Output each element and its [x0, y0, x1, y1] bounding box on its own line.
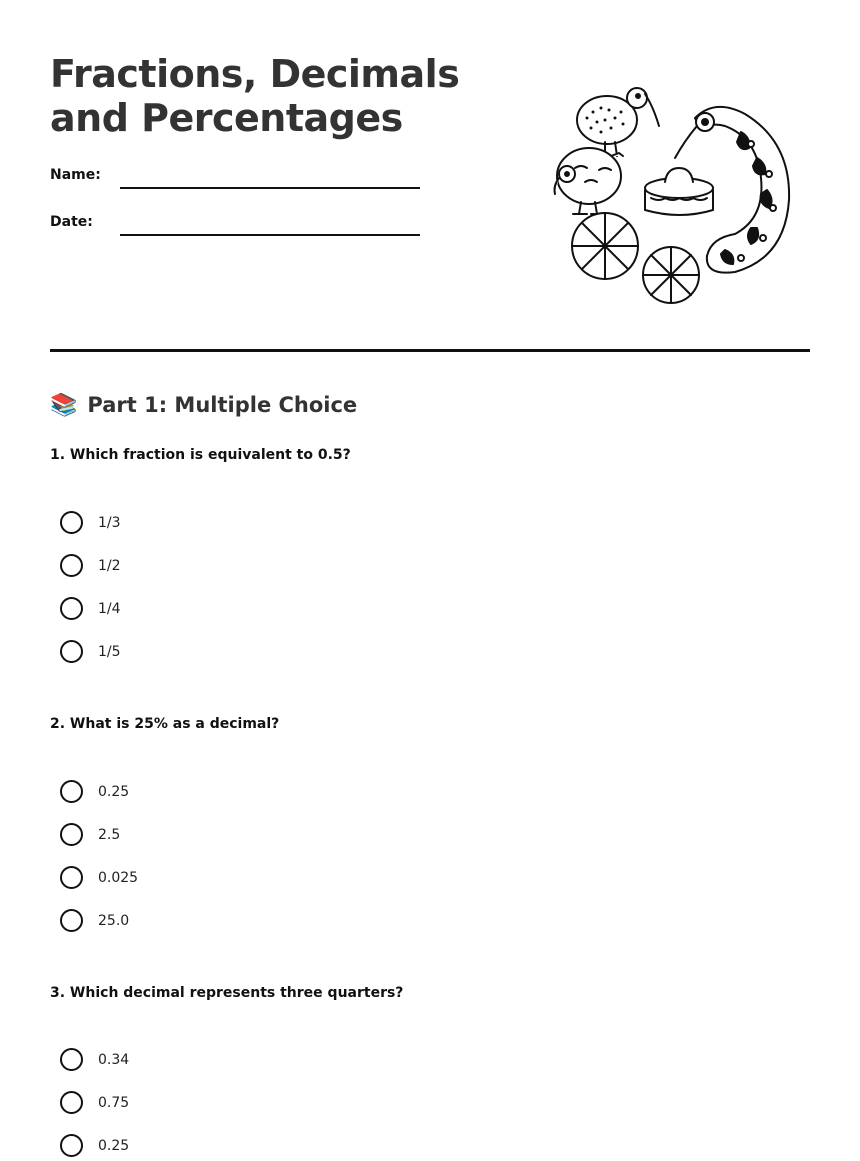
fraction-circle-eighths	[572, 213, 638, 279]
date-label: Date:	[50, 214, 93, 230]
option-label: 0.75	[98, 1094, 130, 1111]
option-label: 0.34	[98, 1051, 130, 1068]
radio-button[interactable]	[60, 511, 83, 534]
option-label: 0.025	[98, 869, 139, 886]
answer-option[interactable]	[60, 770, 360, 813]
question-text: 2. What is 25% as a decimal?	[50, 716, 280, 732]
answer-option[interactable]	[60, 587, 360, 630]
date-field[interactable]	[50, 214, 430, 244]
radio-button[interactable]	[60, 597, 83, 620]
question-2-options	[60, 770, 360, 942]
kiwi-bird-bottom	[555, 148, 622, 214]
fraction-circle-eighths-small	[643, 247, 699, 303]
option-label: 0.25	[98, 1137, 130, 1154]
radio-button[interactable]	[60, 640, 83, 663]
answer-option[interactable]	[60, 501, 360, 544]
answer-option[interactable]	[60, 899, 360, 942]
radio-button[interactable]	[60, 1134, 83, 1157]
answer-option[interactable]	[60, 856, 360, 899]
answer-option[interactable]	[60, 1081, 360, 1124]
question-2	[50, 714, 790, 734]
worksheet-title: Fractions, Decimals and Percentages	[50, 52, 460, 140]
name-line[interactable]	[120, 187, 420, 189]
option-label: 25.0	[98, 912, 130, 929]
name-field[interactable]	[50, 167, 430, 197]
part1-heading	[50, 390, 357, 420]
question-3-options	[60, 1038, 360, 1161]
books-icon: 📚	[50, 392, 78, 418]
radio-button[interactable]	[60, 780, 83, 803]
answer-option[interactable]	[60, 813, 360, 856]
name-label: Name:	[50, 167, 101, 183]
part1-title: Part 1: Multiple Choice	[87, 393, 358, 417]
answer-option[interactable]	[60, 630, 360, 673]
radio-button[interactable]	[60, 866, 83, 889]
option-label: 1/3	[98, 514, 121, 531]
option-label: 1/2	[98, 557, 121, 574]
cake-icon	[645, 168, 713, 215]
answer-option[interactable]	[60, 544, 360, 587]
radio-button[interactable]	[60, 1048, 83, 1071]
section-divider	[50, 349, 810, 352]
question-1	[50, 445, 790, 465]
date-line[interactable]	[120, 234, 420, 236]
option-label: 0.25	[98, 783, 130, 800]
question-1-options	[60, 501, 360, 673]
option-label: 1/5	[98, 643, 121, 660]
answer-option[interactable]	[60, 1038, 360, 1081]
radio-button[interactable]	[60, 1091, 83, 1114]
radio-button[interactable]	[60, 909, 83, 932]
answer-option[interactable]	[60, 1124, 360, 1161]
question-text: 3. Which decimal represents three quarters?	[50, 985, 404, 1001]
kiwi-birds-fraction-circles-illustration	[545, 78, 805, 313]
option-label: 1/4	[98, 600, 121, 617]
question-3	[50, 983, 790, 1003]
kiwi-bird-top	[577, 88, 659, 156]
radio-button[interactable]	[60, 554, 83, 577]
radio-button[interactable]	[60, 823, 83, 846]
option-label: 2.5	[98, 826, 121, 843]
question-text: 1. Which fraction is equivalent to 0.5?	[50, 447, 351, 463]
